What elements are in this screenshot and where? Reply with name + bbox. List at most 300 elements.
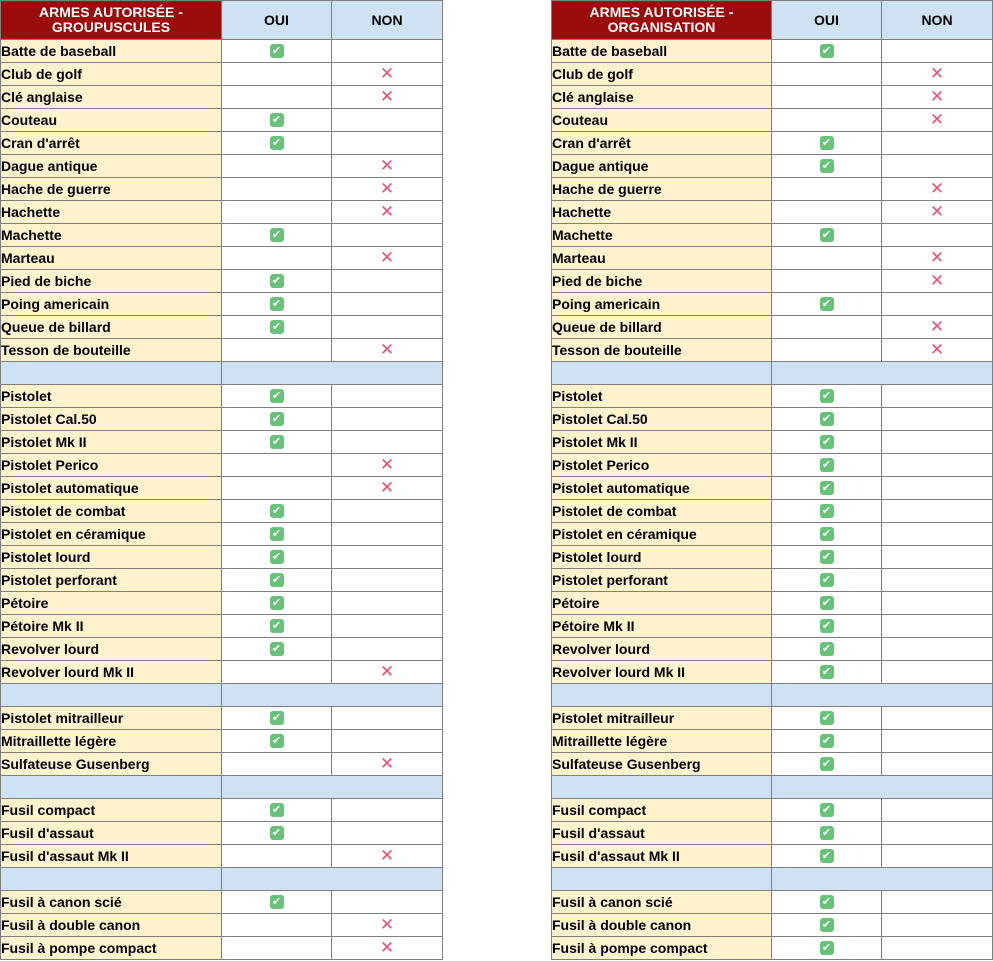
cell-non[interactable] — [332, 63, 443, 86]
weapons-table-groupuscules — [0, 0, 443, 960]
weapon-name-cell[interactable]: Pistolet automatique — [1, 477, 222, 500]
cell-oui[interactable] — [222, 293, 332, 316]
weapon-name-cell[interactable]: Mitraillette légère — [1, 730, 222, 753]
cell-non[interactable] — [882, 592, 993, 615]
cell-non[interactable] — [882, 753, 993, 776]
cell-oui[interactable] — [222, 477, 332, 500]
check-mark-icon: ✔ — [820, 297, 834, 311]
weapon-name-cell[interactable]: Pistolet — [1, 385, 222, 408]
cell-non[interactable] — [332, 86, 443, 109]
weapon-name-cell[interactable]: Hache de guerre — [1, 178, 222, 201]
weapon-name-cell[interactable]: Fusil à canon scié — [552, 891, 772, 914]
cell-oui[interactable] — [772, 615, 882, 638]
cell-oui[interactable] — [222, 546, 332, 569]
table-row — [552, 753, 993, 776]
cell-oui[interactable] — [772, 845, 882, 868]
table-header-row — [552, 1, 993, 40]
weapon-name-cell[interactable]: Club de golf — [552, 63, 772, 86]
weapon-name-cell[interactable]: Poing americain — [552, 293, 772, 316]
weapons-table-organisation — [551, 0, 993, 960]
table-row — [1, 799, 443, 822]
cell-non[interactable] — [332, 753, 443, 776]
cell-oui[interactable] — [772, 408, 882, 431]
cell-oui[interactable] — [222, 500, 332, 523]
cell-non[interactable] — [882, 615, 993, 638]
cell-non[interactable] — [332, 569, 443, 592]
cell-non[interactable] — [332, 454, 443, 477]
table-row — [1, 316, 443, 339]
weapon-name-cell[interactable]: Machette — [1, 224, 222, 247]
cell-non[interactable] — [882, 546, 993, 569]
cell-non[interactable] — [882, 707, 993, 730]
cell-non[interactable] — [882, 339, 993, 362]
weapon-name-cell[interactable]: Pistolet Mk II — [552, 431, 772, 454]
separator-cell[interactable] — [1, 868, 222, 891]
cell-oui[interactable] — [772, 63, 882, 86]
cell-oui[interactable] — [222, 592, 332, 615]
cell-oui[interactable] — [222, 891, 332, 914]
table-row — [552, 891, 993, 914]
weapon-name-cell[interactable]: Hachette — [1, 201, 222, 224]
cell-non[interactable] — [332, 224, 443, 247]
table-row — [1, 753, 443, 776]
weapon-name-cell[interactable]: Pistolet mitrailleur — [1, 707, 222, 730]
cell-oui[interactable] — [222, 937, 332, 960]
column-header-oui[interactable]: OUI — [222, 1, 332, 40]
weapon-name-cell[interactable]: Pied de biche — [1, 270, 222, 293]
separator-row — [1, 776, 443, 799]
cell-oui[interactable] — [772, 155, 882, 178]
cross-mark-icon: ✕ — [929, 339, 945, 360]
cell-oui[interactable] — [222, 385, 332, 408]
check-mark-icon: ✔ — [270, 527, 284, 541]
table-row — [552, 638, 993, 661]
cell-oui[interactable] — [772, 224, 882, 247]
cell-oui[interactable] — [772, 385, 882, 408]
cell-oui[interactable] — [222, 339, 332, 362]
weapon-name-cell[interactable]: Pistolet perforant — [1, 569, 222, 592]
weapon-name-cell[interactable]: Pistolet automatique — [552, 477, 772, 500]
weapon-name-cell[interactable]: Marteau — [1, 247, 222, 270]
cell-non[interactable] — [332, 385, 443, 408]
cell-oui[interactable] — [772, 592, 882, 615]
weapon-name-cell[interactable]: Hachette — [552, 201, 772, 224]
table-row — [552, 730, 993, 753]
cross-mark-icon: ✕ — [929, 316, 945, 337]
weapon-name-cell[interactable]: Couteau — [552, 109, 772, 132]
cell-non[interactable] — [882, 247, 993, 270]
cell-oui[interactable] — [772, 178, 882, 201]
weapon-name-cell[interactable]: Couteau — [1, 109, 222, 132]
table-row — [1, 730, 443, 753]
weapon-name-cell[interactable]: Fusil d'assaut Mk II — [1, 845, 222, 868]
weapon-name-cell[interactable]: Revolver lourd Mk II — [552, 661, 772, 684]
table-row — [1, 178, 443, 201]
weapon-name-cell[interactable]: Pistolet perforant — [552, 569, 772, 592]
weapon-name-cell[interactable]: Mitraillette légère — [552, 730, 772, 753]
separator-cell[interactable] — [1, 684, 222, 707]
cross-mark-icon: ✕ — [929, 201, 945, 222]
cell-oui[interactable] — [222, 523, 332, 546]
weapon-name-cell[interactable]: Tesson de bouteille — [1, 339, 222, 362]
weapon-name-cell[interactable]: Pistolet Mk II — [1, 431, 222, 454]
cell-non[interactable] — [332, 316, 443, 339]
weapon-name-cell[interactable]: Fusil d'assaut — [552, 822, 772, 845]
weapon-name-cell[interactable]: Pistolet en céramique — [552, 523, 772, 546]
cell-non[interactable] — [332, 408, 443, 431]
cell-oui[interactable] — [772, 569, 882, 592]
weapon-name-cell[interactable]: Clé anglaise — [1, 86, 222, 109]
cell-oui[interactable] — [222, 753, 332, 776]
separator-cell[interactable] — [222, 776, 443, 799]
column-header-non[interactable]: NON — [332, 1, 443, 40]
cell-non[interactable] — [332, 178, 443, 201]
table-row — [552, 201, 993, 224]
weapon-name-cell[interactable]: Fusil compact — [1, 799, 222, 822]
cell-oui[interactable] — [222, 638, 332, 661]
cell-oui[interactable] — [222, 454, 332, 477]
cell-oui[interactable] — [222, 569, 332, 592]
cell-oui[interactable] — [772, 316, 882, 339]
cell-oui[interactable] — [772, 270, 882, 293]
weapon-name-cell[interactable]: Fusil à canon scié — [1, 891, 222, 914]
cell-non[interactable] — [332, 914, 443, 937]
table-row — [552, 408, 993, 431]
cell-oui[interactable] — [772, 707, 882, 730]
check-mark-icon: ✔ — [820, 757, 834, 771]
cell-oui[interactable] — [772, 109, 882, 132]
cell-non[interactable] — [332, 109, 443, 132]
weapon-name-cell[interactable]: Fusil d'assaut Mk II — [552, 845, 772, 868]
cell-oui[interactable] — [772, 753, 882, 776]
check-mark-icon: ✔ — [270, 895, 284, 909]
table-row — [552, 86, 993, 109]
cell-oui[interactable] — [772, 247, 882, 270]
cell-oui[interactable] — [222, 730, 332, 753]
separator-row — [552, 684, 993, 707]
weapon-name-cell[interactable]: Pistolet Perico — [552, 454, 772, 477]
cell-oui[interactable] — [222, 615, 332, 638]
table-row — [1, 339, 443, 362]
cell-non[interactable] — [882, 132, 993, 155]
cell-oui[interactable] — [222, 247, 332, 270]
weapon-name-cell[interactable]: Fusil d'assaut — [1, 822, 222, 845]
cell-non[interactable] — [332, 40, 443, 63]
check-mark-icon: ✔ — [820, 619, 834, 633]
weapon-name-cell[interactable]: Pistolet en céramique — [1, 523, 222, 546]
separator-cell[interactable] — [552, 684, 772, 707]
cell-non[interactable] — [882, 477, 993, 500]
cross-mark-icon: ✕ — [379, 661, 395, 682]
cell-non[interactable] — [332, 477, 443, 500]
cell-non[interactable] — [882, 40, 993, 63]
cell-oui[interactable] — [772, 661, 882, 684]
separator-cell[interactable] — [1, 776, 222, 799]
separator-cell[interactable] — [1, 362, 222, 385]
weapon-name-cell[interactable]: Queue de billard — [1, 316, 222, 339]
cross-mark-icon: ✕ — [379, 914, 395, 935]
table-body — [552, 40, 993, 960]
weapon-name-cell[interactable]: Pistolet Perico — [1, 454, 222, 477]
weapon-name-cell[interactable]: Cran d'arrêt — [1, 132, 222, 155]
weapon-name-cell[interactable]: Tesson de bouteille — [552, 339, 772, 362]
cell-non[interactable] — [882, 891, 993, 914]
weapon-name-cell[interactable]: Pétoire Mk II — [552, 615, 772, 638]
check-mark-icon: ✔ — [820, 573, 834, 587]
cell-non[interactable] — [332, 730, 443, 753]
cell-oui[interactable] — [222, 270, 332, 293]
cell-non[interactable] — [332, 822, 443, 845]
cell-non[interactable] — [332, 661, 443, 684]
weapon-name-cell[interactable]: Pistolet — [552, 385, 772, 408]
table-title[interactable]: ARMES AUTORISÉE - ORGANISATION — [552, 1, 772, 40]
cell-non[interactable] — [332, 339, 443, 362]
separator-cell[interactable] — [222, 362, 443, 385]
cell-non[interactable] — [332, 615, 443, 638]
cell-non[interactable] — [882, 408, 993, 431]
separator-cell[interactable] — [772, 776, 993, 799]
cell-oui[interactable] — [772, 477, 882, 500]
table-row — [552, 569, 993, 592]
cell-oui[interactable] — [222, 132, 332, 155]
table-row — [552, 155, 993, 178]
cell-oui[interactable] — [772, 201, 882, 224]
weapon-name-cell[interactable]: Dague antique — [1, 155, 222, 178]
table-row — [552, 523, 993, 546]
cell-oui[interactable] — [772, 638, 882, 661]
cell-oui[interactable] — [772, 86, 882, 109]
weapon-name-cell[interactable]: Pistolet mitrailleur — [552, 707, 772, 730]
cell-non[interactable] — [882, 316, 993, 339]
weapon-name-cell[interactable]: Pied de biche — [552, 270, 772, 293]
cell-oui[interactable] — [222, 845, 332, 868]
weapon-name-cell[interactable]: Fusil à double canon — [552, 914, 772, 937]
column-header-non[interactable]: NON — [882, 1, 993, 40]
cell-non[interactable] — [882, 454, 993, 477]
table-row — [552, 339, 993, 362]
cell-oui[interactable] — [772, 523, 882, 546]
cross-mark-icon: ✕ — [379, 155, 395, 176]
cell-non[interactable] — [882, 270, 993, 293]
cell-non[interactable] — [332, 201, 443, 224]
cell-non[interactable] — [332, 592, 443, 615]
cell-oui[interactable] — [222, 178, 332, 201]
cell-oui[interactable] — [222, 822, 332, 845]
table-row — [1, 155, 443, 178]
separator-cell[interactable] — [772, 362, 993, 385]
table-row — [552, 224, 993, 247]
cell-oui[interactable] — [772, 431, 882, 454]
weapon-name-cell[interactable]: Pétoire — [1, 592, 222, 615]
separator-row — [552, 362, 993, 385]
cell-non[interactable] — [882, 569, 993, 592]
weapon-name-cell[interactable]: Queue de billard — [552, 316, 772, 339]
table-row — [1, 63, 443, 86]
weapon-name-cell[interactable]: Fusil à pompe compact — [552, 937, 772, 960]
check-mark-icon: ✔ — [820, 734, 834, 748]
cell-non[interactable] — [882, 86, 993, 109]
cell-oui[interactable] — [772, 546, 882, 569]
cell-non[interactable] — [882, 155, 993, 178]
cell-non[interactable] — [332, 132, 443, 155]
cell-non[interactable] — [882, 293, 993, 316]
cell-oui[interactable] — [222, 914, 332, 937]
cell-non[interactable] — [332, 891, 443, 914]
cell-non[interactable] — [882, 661, 993, 684]
cell-non[interactable] — [882, 799, 993, 822]
weapon-name-cell[interactable]: Revolver lourd — [1, 638, 222, 661]
check-mark-icon: ✔ — [820, 596, 834, 610]
table-row — [1, 845, 443, 868]
check-mark-icon: ✔ — [270, 642, 284, 656]
weapon-name-cell[interactable]: Pistolet Cal.50 — [1, 408, 222, 431]
weapon-name-cell[interactable]: Fusil compact — [552, 799, 772, 822]
cell-non[interactable] — [332, 707, 443, 730]
weapon-name-cell[interactable]: Pistolet Cal.50 — [552, 408, 772, 431]
cell-non[interactable] — [332, 247, 443, 270]
weapon-name-cell[interactable]: Pistolet lourd — [552, 546, 772, 569]
cell-non[interactable] — [882, 178, 993, 201]
separator-cell[interactable] — [772, 684, 993, 707]
cell-oui[interactable] — [222, 86, 332, 109]
cell-oui[interactable] — [772, 891, 882, 914]
weapon-name-cell[interactable]: Cran d'arrêt — [552, 132, 772, 155]
cell-non[interactable] — [882, 638, 993, 661]
weapon-name-cell[interactable]: Pétoire Mk II — [1, 615, 222, 638]
cell-oui[interactable] — [222, 109, 332, 132]
cell-oui[interactable] — [222, 63, 332, 86]
table-row — [552, 822, 993, 845]
cell-oui[interactable] — [772, 339, 882, 362]
cell-non[interactable] — [882, 109, 993, 132]
cell-oui[interactable] — [772, 730, 882, 753]
cell-non[interactable] — [882, 63, 993, 86]
cell-oui[interactable] — [222, 224, 332, 247]
cell-non[interactable] — [882, 431, 993, 454]
weapon-name-cell[interactable]: Machette — [552, 224, 772, 247]
cell-oui[interactable] — [772, 799, 882, 822]
cell-oui[interactable] — [222, 431, 332, 454]
weapon-name-cell[interactable]: Fusil à double canon — [1, 914, 222, 937]
cell-non[interactable] — [882, 730, 993, 753]
table-row — [1, 247, 443, 270]
column-header-oui[interactable]: OUI — [772, 1, 882, 40]
weapon-name-cell[interactable]: Pistolet lourd — [1, 546, 222, 569]
cell-oui[interactable] — [222, 661, 332, 684]
table-row — [552, 500, 993, 523]
weapon-name-cell[interactable]: Fusil à pompe compact — [1, 937, 222, 960]
table-row — [552, 293, 993, 316]
cell-non[interactable] — [882, 937, 993, 960]
cell-oui[interactable] — [772, 914, 882, 937]
weapon-name-cell[interactable]: Sulfateuse Gusenberg — [552, 753, 772, 776]
weapon-name-cell[interactable]: Pistolet de combat — [552, 500, 772, 523]
cross-mark-icon: ✕ — [379, 86, 395, 107]
weapon-name-cell[interactable]: Pistolet de combat — [1, 500, 222, 523]
cell-non[interactable] — [332, 638, 443, 661]
separator-cell[interactable] — [552, 776, 772, 799]
separator-cell[interactable] — [222, 684, 443, 707]
cell-oui[interactable] — [222, 201, 332, 224]
cell-non[interactable] — [332, 500, 443, 523]
cell-non[interactable] — [332, 845, 443, 868]
weapon-name-cell[interactable]: Poing americain — [1, 293, 222, 316]
cell-non[interactable] — [332, 293, 443, 316]
table-row — [1, 937, 443, 960]
table-row — [1, 293, 443, 316]
weapon-name-cell[interactable]: Revolver lourd Mk II — [1, 661, 222, 684]
weapon-name-cell[interactable]: Revolver lourd — [552, 638, 772, 661]
weapon-name-cell[interactable]: Batte de baseball — [552, 40, 772, 63]
table-row — [552, 546, 993, 569]
cell-non[interactable] — [882, 201, 993, 224]
cell-non[interactable] — [332, 155, 443, 178]
cell-oui[interactable] — [772, 822, 882, 845]
cell-non[interactable] — [882, 523, 993, 546]
cell-oui[interactable] — [772, 500, 882, 523]
cell-non[interactable] — [332, 937, 443, 960]
separator-cell[interactable] — [222, 868, 443, 891]
table-row — [552, 707, 993, 730]
check-mark-icon: ✔ — [820, 228, 834, 242]
cross-mark-icon: ✕ — [379, 753, 395, 774]
cell-oui[interactable] — [222, 40, 332, 63]
separator-cell[interactable] — [552, 868, 772, 891]
weapon-name-cell[interactable]: Hache de guerre — [552, 178, 772, 201]
table-row — [1, 822, 443, 845]
cell-oui[interactable] — [772, 132, 882, 155]
cell-non[interactable] — [332, 270, 443, 293]
cell-oui[interactable] — [222, 316, 332, 339]
weapon-name-cell[interactable]: Clé anglaise — [552, 86, 772, 109]
cell-oui[interactable] — [772, 293, 882, 316]
table-row — [552, 247, 993, 270]
weapon-name-cell[interactable]: Dague antique — [552, 155, 772, 178]
table-body — [1, 40, 443, 960]
cell-non[interactable] — [882, 385, 993, 408]
weapon-name-cell[interactable]: Marteau — [552, 247, 772, 270]
table-row — [552, 109, 993, 132]
cell-non[interactable] — [882, 845, 993, 868]
cross-mark-icon: ✕ — [379, 937, 395, 958]
cell-non[interactable] — [332, 523, 443, 546]
cell-non[interactable] — [332, 799, 443, 822]
cell-non[interactable] — [332, 431, 443, 454]
cell-oui[interactable] — [222, 707, 332, 730]
separator-cell[interactable] — [552, 362, 772, 385]
cell-non[interactable] — [882, 224, 993, 247]
check-mark-icon: ✔ — [270, 573, 284, 587]
table-row — [1, 592, 443, 615]
cell-non[interactable] — [882, 500, 993, 523]
table-title[interactable]: ARMES AUTORISÉE - GROUPUSCULES — [1, 1, 222, 40]
weapon-name-cell[interactable]: Pétoire — [552, 592, 772, 615]
weapon-name-cell[interactable]: Club de golf — [1, 63, 222, 86]
cell-oui[interactable] — [772, 40, 882, 63]
separator-row — [1, 362, 443, 385]
cell-oui[interactable] — [222, 408, 332, 431]
cell-non[interactable] — [332, 546, 443, 569]
cell-oui[interactable] — [772, 454, 882, 477]
cell-oui[interactable] — [222, 155, 332, 178]
separator-cell[interactable] — [772, 868, 993, 891]
weapon-name-cell[interactable]: Sulfateuse Gusenberg — [1, 753, 222, 776]
cell-oui[interactable] — [772, 937, 882, 960]
cell-non[interactable] — [882, 914, 993, 937]
cell-oui[interactable] — [222, 799, 332, 822]
cell-non[interactable] — [882, 822, 993, 845]
weapon-name-cell[interactable]: Batte de baseball — [1, 40, 222, 63]
